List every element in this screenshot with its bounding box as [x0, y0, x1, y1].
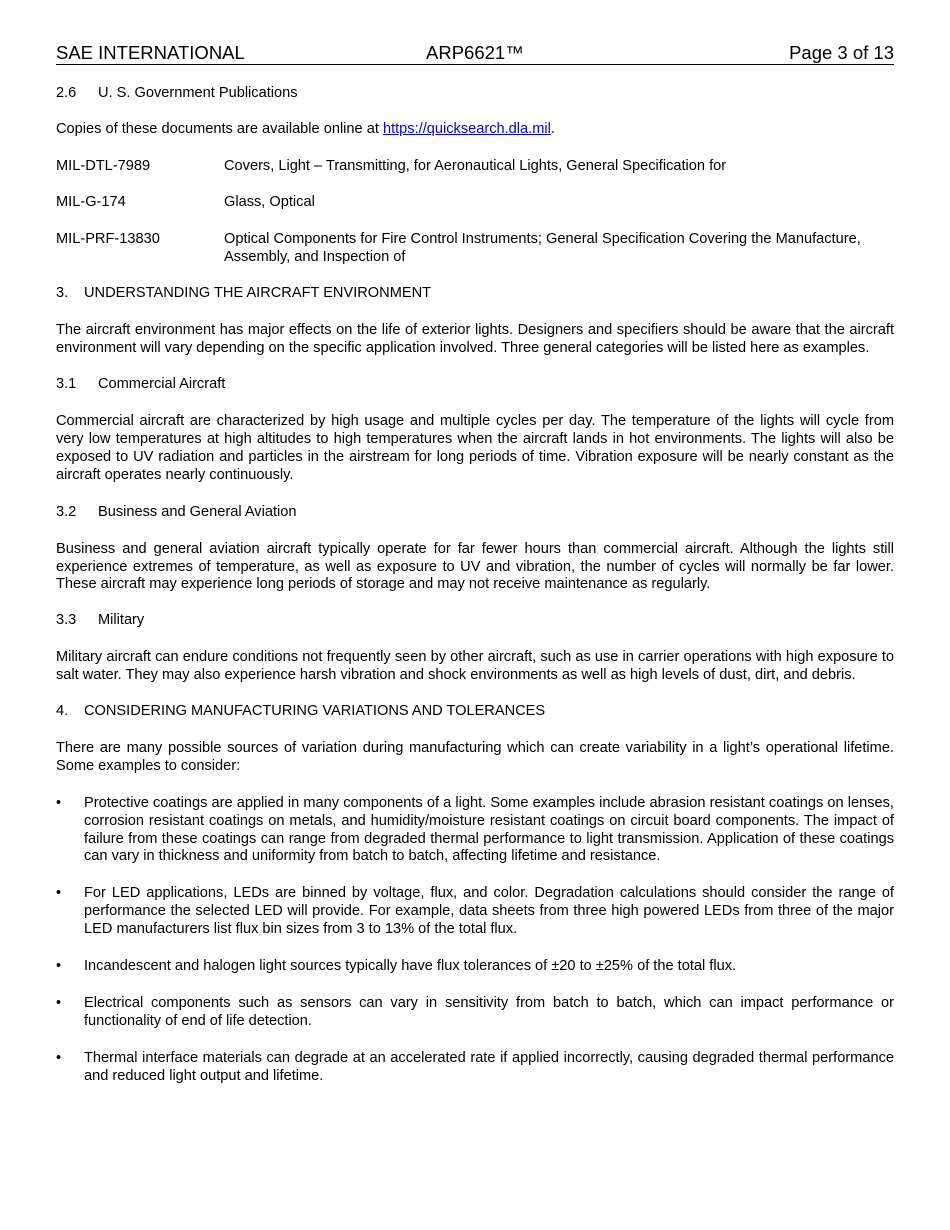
section-number: 4.	[56, 703, 69, 720]
reference-description: Covers, Light – Transmitting, for Aeronautical Lights, General Specification for	[224, 157, 727, 174]
section-title: Military	[98, 612, 145, 629]
bullet-glyph: •	[56, 958, 62, 975]
page-header	[56, 42, 894, 65]
section-title: UNDERSTANDING THE AIRCRAFT ENVIRONMENT	[84, 285, 432, 302]
reference-row	[56, 194, 894, 212]
section-title: U. S. Government Publications	[98, 85, 298, 101]
list-item	[56, 885, 894, 939]
intro-text: Copies of these documents are available online at	[56, 120, 383, 137]
intro-period: .	[550, 120, 555, 137]
section-number: 3.3	[56, 612, 77, 629]
section-number: 3.1	[56, 376, 77, 393]
section-3-1-heading	[56, 376, 894, 394]
list-item	[56, 1050, 894, 1086]
bullet-glyph: •	[56, 995, 62, 1011]
document-page	[56, 42, 894, 1086]
list-item	[56, 958, 894, 976]
section-3-3-heading	[56, 612, 894, 630]
reference-code: MIL-DTL-7989	[56, 157, 151, 174]
section-3-2-paragraph: Business and general aviation aircraft typically operate for far fewer hours than commercial aircraft. Although the lights still experience extremes of temperature, as well as exposure to UV and vibration, the number of cycles will normally be far lower. These aircraft may experience long periods of storage and may not receive maintenance as regularly.	[56, 540, 894, 593]
list-item	[56, 795, 894, 867]
header-org: SAE INTERNATIONAL	[56, 42, 245, 63]
bullet-glyph: •	[56, 1049, 62, 1066]
reference-code: MIL-G-174	[56, 193, 126, 210]
document-body	[56, 85, 894, 1086]
list-item-text: Incandescent and halogen light sources typically have flux tolerances of ±20 to ±25% of the total flux.	[84, 958, 737, 975]
section-3-paragraph: The aircraft environment has major effects on the life of exterior lights. Designers and specifiers should be aware that the aircraft environment will vary depending on the specific application involved. Three general categories will be listed here as examples.	[56, 322, 894, 357]
reference-row	[56, 158, 894, 176]
section-title: CONSIDERING MANUFACTURING VARIATIONS AND TOLERANCES	[84, 703, 546, 720]
reference-description: Glass, Optical	[224, 193, 315, 210]
list-item-text: Electrical components such as sensors can vary in sensitivity from batch to batch, which can impact performance or functionality of end of life detection.	[84, 995, 894, 1029]
list-item-text: Thermal interface materials can degrade at an accelerated rate if applied incorrectly, causing degraded thermal performance and reduced light output and lifetime.	[84, 1049, 894, 1084]
list-item	[56, 995, 894, 1031]
quicksearch-link[interactable]: https://quicksearch.dla.mil	[382, 120, 551, 137]
section-3-1-paragraph: Commercial aircraft are characterized by high usage and multiple cycles per day. The temperature of the lights will cycle from very low temperatures at high altitudes to high temperatures when the aircraft lands in hot environments. The lights will also be exposed to UV radiation and particles in the airstream for long periods of time. Vibration exposure will be nearly constant as the aircraft operates nearly continuously.	[56, 413, 894, 483]
section-2-6-heading	[56, 85, 894, 103]
section-3-3-paragraph: Military aircraft can endure conditions not frequently seen by other aircraft, such as use in carrier operations with high exposure to salt water. They may also experience harsh vibration and shock environments as well as high levels of dust, dirt, and debris.	[56, 649, 894, 684]
section-4-paragraph: There are many possible sources of variation during manufacturing which can create variability in a light’s operational lifetime. Some examples to consider:	[56, 739, 894, 774]
reference-description: Optical Components for Fire Control Instruments; General Specification Covering the Manufacture, Assembly, and Inspection of	[224, 230, 861, 265]
section-2-6-intro	[56, 121, 894, 139]
bullet-glyph: •	[56, 885, 62, 902]
variation-bullet-list	[56, 795, 894, 1086]
section-title: Commercial Aircraft	[98, 376, 226, 393]
section-3-heading	[56, 285, 894, 303]
list-item-text: For LED applications, LEDs are binned by voltage, flux, and color. Degradation calculations should consider the range of performance the selected LED will provide. For example, data sheets from three high powered LEDs from three of the major LED manufacturers list flux bin sizes from 3 to 13% of the total flux.	[84, 885, 894, 938]
header-doc-number: ARP6621™	[426, 42, 524, 63]
bullet-glyph: •	[56, 794, 62, 811]
reference-code: MIL-PRF-13830	[56, 230, 160, 247]
section-number: 3.	[56, 285, 69, 302]
header-page-number: Page 3 of 13	[789, 42, 894, 63]
section-3-2-heading	[56, 504, 894, 522]
section-4-heading	[56, 703, 894, 721]
section-number: 2.6	[56, 85, 77, 101]
section-title: Business and General Aviation	[98, 503, 297, 520]
reference-row	[56, 231, 894, 267]
list-item-text: Protective coatings are applied in many components of a light. Some examples include abrasion resistant coatings on lenses, corrosion resistant coatings on metals, and humidity/moisture resistant coatings on circuit board components. The impact of failure from these coatings can range from degraded thermal performance to light transmission. Application of these coatings can vary in thickness and uniformity from batch to batch, affecting lifetime and resistance.	[84, 794, 894, 865]
section-number: 3.2	[56, 503, 77, 520]
